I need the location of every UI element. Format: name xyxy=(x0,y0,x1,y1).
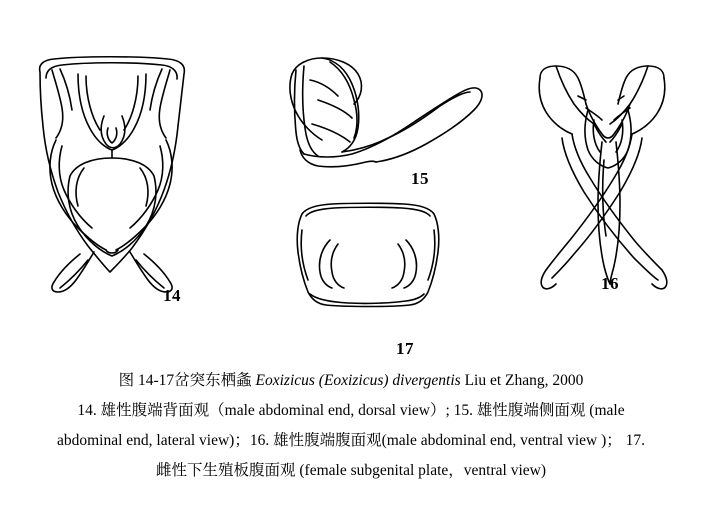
panel-16-drawing xyxy=(539,66,667,289)
panel-17-drawing xyxy=(297,203,439,306)
figure-label-17: 17 xyxy=(396,339,414,358)
figure-caption xyxy=(0,366,702,486)
caption-species-name: Eoxizicus (Eoxizicus) divergentis xyxy=(255,372,461,389)
caption-line-4: 雌性下生殖板腹面观 (female subgenital plate，ventral view) xyxy=(156,462,546,479)
figure-label-16: 16 xyxy=(601,274,619,293)
caption-title-line xyxy=(0,366,702,396)
panel-14-drawing xyxy=(40,57,185,292)
caption-title-suffix: Liu et Zhang, 2000 xyxy=(460,372,584,389)
caption-line-3: abdominal end, lateral view)；16. 雄性腹端腹面观(male abdominal end, ventral view )； 17. xyxy=(57,432,645,449)
figure-label-14: 14 xyxy=(163,286,181,305)
figure-label-15: 15 xyxy=(411,169,429,188)
caption-line-2: 14. 雄性腹端背面观（male abdominal end, dorsal view）; 15. 雄性腹端侧面观 (male xyxy=(77,402,625,419)
caption-title-prefix: 图 14-17岔突东栖螽 xyxy=(118,372,256,389)
panel-15-drawing xyxy=(290,58,482,167)
